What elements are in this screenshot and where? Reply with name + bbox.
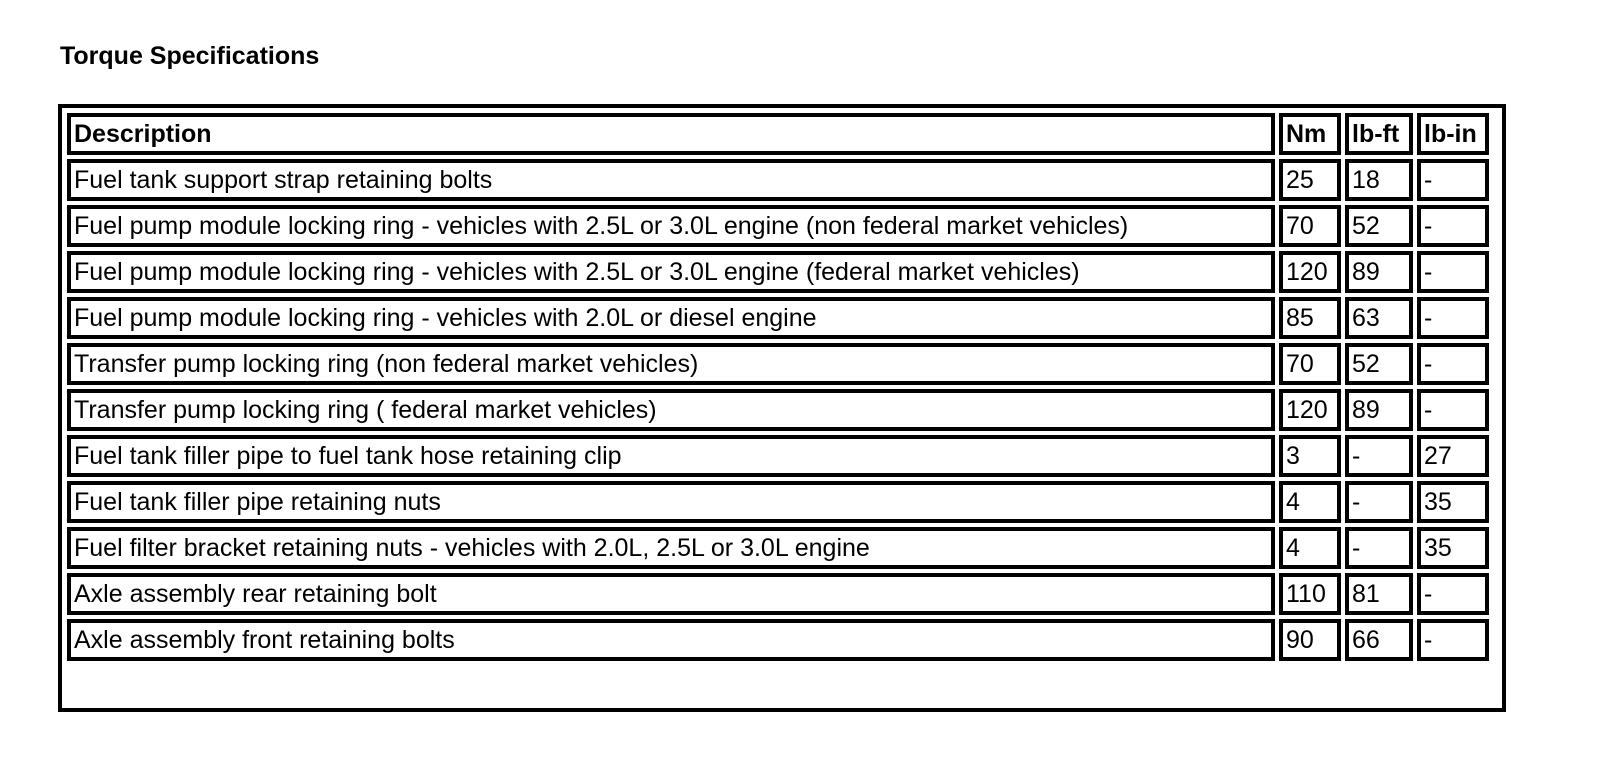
cell-nm: 25 [1279,159,1341,201]
cell-nm: 120 [1279,251,1341,293]
cell-description: Fuel tank filler pipe to fuel tank hose retaining clip [67,435,1275,477]
cell-lb-ft: 89 [1345,389,1413,431]
cell-lb-in: 35 [1417,481,1489,523]
header-lb-in: lb-in [1417,113,1489,155]
cell-lb-in: - [1417,297,1489,339]
cell-lb-in: - [1417,573,1489,615]
table-row [67,251,1489,293]
cell-description: Fuel tank filler pipe retaining nuts [67,481,1275,523]
page-title: Torque Specifications [60,42,320,70]
header-lb-ft: lb-ft [1345,113,1413,155]
table-row [67,527,1489,569]
cell-description: Fuel filter bracket retaining nuts - vehicles with 2.0L, 2.5L or 3.0L engine [67,527,1275,569]
table-row [67,389,1489,431]
cell-description: Transfer pump locking ring (non federal market vehicles) [67,343,1275,385]
table-row [67,297,1489,339]
cell-lb-ft: - [1345,481,1413,523]
header-nm: Nm [1279,113,1341,155]
cell-lb-in: - [1417,159,1489,201]
cell-lb-in: - [1417,343,1489,385]
cell-lb-in: - [1417,205,1489,247]
cell-description: Fuel pump module locking ring - vehicles with 2.5L or 3.0L engine (non federal market vehicles) [67,205,1275,247]
cell-lb-in: 27 [1417,435,1489,477]
cell-lb-ft: 52 [1345,343,1413,385]
table-row [67,343,1489,385]
header-description: Description [67,113,1275,155]
torque-table-frame [58,104,1506,712]
cell-description: Transfer pump locking ring ( federal market vehicles) [67,389,1275,431]
table-row [67,435,1489,477]
table-row [67,159,1489,201]
cell-lb-ft: 52 [1345,205,1413,247]
cell-nm: 4 [1279,481,1341,523]
cell-description: Fuel pump module locking ring - vehicles with 2.0L or diesel engine [67,297,1275,339]
cell-description: Axle assembly front retaining bolts [67,619,1275,661]
table-header-row [67,113,1489,155]
table-row [67,481,1489,523]
cell-lb-in: - [1417,389,1489,431]
table-row [67,619,1489,661]
cell-nm: 110 [1279,573,1341,615]
cell-lb-ft: 81 [1345,573,1413,615]
table-row [67,205,1489,247]
cell-lb-in: - [1417,619,1489,661]
cell-lb-ft: - [1345,527,1413,569]
cell-nm: 4 [1279,527,1341,569]
table-row [67,573,1489,615]
cell-description: Fuel tank support strap retaining bolts [67,159,1275,201]
cell-nm: 70 [1279,343,1341,385]
cell-lb-ft: - [1345,435,1413,477]
cell-nm: 85 [1279,297,1341,339]
cell-description: Fuel pump module locking ring - vehicles with 2.5L or 3.0L engine (federal market vehicles) [67,251,1275,293]
cell-lb-ft: 66 [1345,619,1413,661]
cell-lb-in: 35 [1417,527,1489,569]
cell-lb-ft: 89 [1345,251,1413,293]
cell-nm: 3 [1279,435,1341,477]
cell-nm: 70 [1279,205,1341,247]
torque-specifications-table [63,109,1493,665]
cell-description: Axle assembly rear retaining bolt [67,573,1275,615]
cell-nm: 90 [1279,619,1341,661]
cell-nm: 120 [1279,389,1341,431]
cell-lb-ft: 18 [1345,159,1413,201]
cell-lb-ft: 63 [1345,297,1413,339]
cell-lb-in: - [1417,251,1489,293]
